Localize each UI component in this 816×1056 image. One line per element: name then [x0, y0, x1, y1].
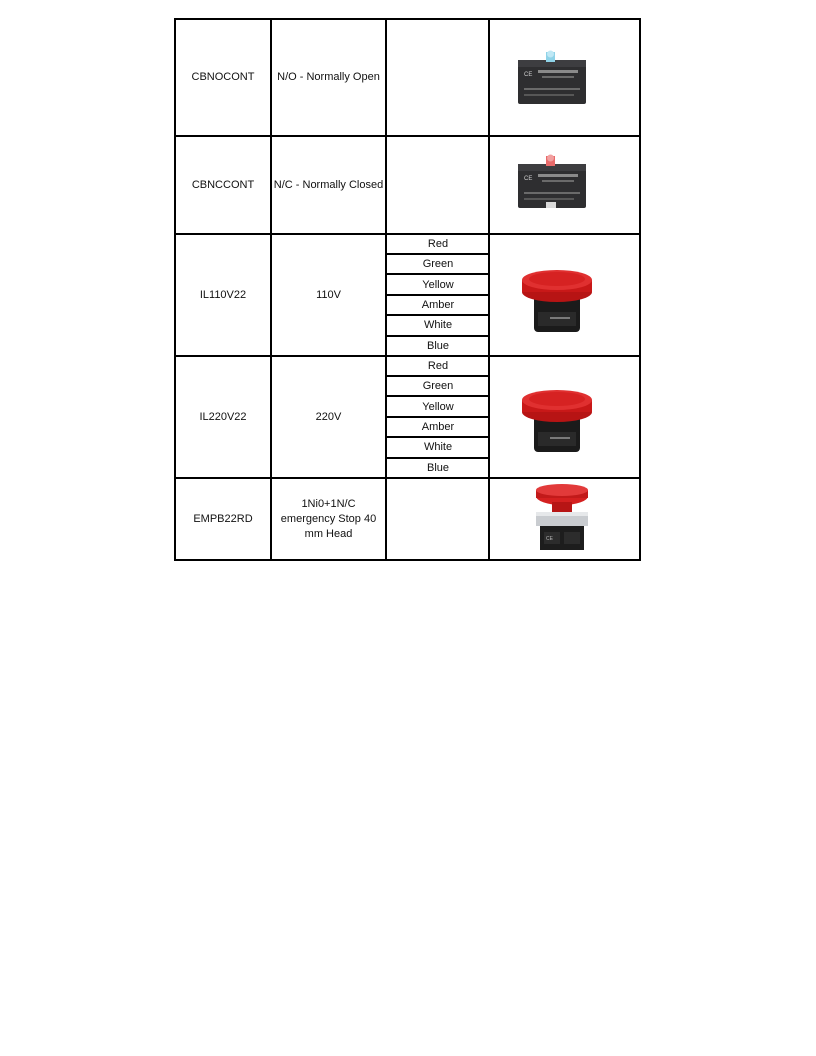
contact-block-nc-photo: [512, 154, 592, 210]
color-option: Amber: [421, 421, 455, 433]
table-row-5-code: EMPB22RD: [193, 512, 253, 525]
svg-text:CE: CE: [546, 536, 553, 542]
emergency-stop-button-photo: [532, 484, 592, 554]
contact-block-no-photo: [512, 50, 592, 106]
table-row-3-description: 110V: [316, 288, 341, 301]
product-table: [174, 18, 641, 561]
sub-divider: [387, 395, 489, 397]
indicator-light-110v-photo: [520, 262, 594, 336]
color-option: Green: [422, 380, 454, 392]
table-row-4-code: IL220V22: [199, 410, 247, 423]
table-row-1-description: N/O - Normally Open: [277, 71, 380, 83]
color-option: White: [423, 441, 453, 453]
table-row-3-code: IL110V22: [199, 288, 247, 301]
color-option: Green: [422, 258, 454, 270]
sub-divider: [387, 273, 489, 275]
color-option: Blue: [426, 340, 450, 352]
table-row-2-description: N/C - Normally Closed: [273, 178, 384, 191]
indicator-light-220v-photo: [520, 382, 594, 456]
svg-text:CE: CE: [524, 176, 533, 182]
table-row-2-code: CBNCCONT: [191, 178, 255, 191]
table-row-5-description: 1Ni0+1N/C emergency Stop 40 mm Head: [280, 497, 377, 540]
color-option: White: [423, 319, 453, 331]
table-row-4-description: 220V: [315, 410, 342, 423]
color-option: Blue: [426, 462, 450, 474]
color-option: Red: [427, 360, 449, 372]
color-option: Yellow: [422, 401, 454, 413]
svg-text:CE: CE: [524, 72, 533, 78]
color-option: Amber: [421, 299, 455, 311]
color-option: Yellow: [422, 279, 454, 291]
table-row-1-code: CBNOCONT: [191, 71, 255, 83]
color-option: Red: [427, 238, 449, 250]
